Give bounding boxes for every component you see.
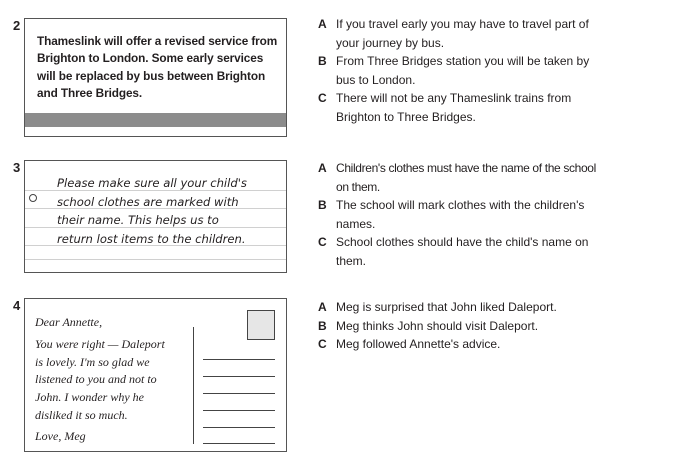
answer-options xyxy=(318,15,603,126)
option-c[interactable]: C School clothes should have the child's name on them. xyxy=(318,235,589,268)
train-notice xyxy=(24,18,287,137)
school-note xyxy=(24,160,287,273)
option-a[interactable]: A Meg is surprised that John liked Daleport. xyxy=(318,300,557,314)
postcard-message: Dear Annette, You were right — Daleport is lovely. I'm so glad we listened to you and not to John. I wonder why he disliked it so much. Love, Meg xyxy=(35,315,165,443)
question-number: 2 xyxy=(13,18,21,33)
postcard-divider xyxy=(193,327,194,444)
option-b[interactable]: B The school will mark clothes with the children's names. xyxy=(318,198,585,231)
notice-text: Thameslink will offer a revised service from Brighton to London. Some early services will be replaced by bus between Brighton and Three Bridges. xyxy=(37,34,278,100)
option-c[interactable]: C There will not be any Thameslink trains from Brighton to Three Bridges. xyxy=(318,91,572,124)
option-b[interactable]: B Meg thinks John should visit Daleport. xyxy=(318,318,539,333)
stamp-box xyxy=(247,310,275,340)
notice-band xyxy=(25,113,286,127)
answer-options xyxy=(318,159,603,270)
address-line xyxy=(203,393,275,394)
option-b[interactable]: B From Three Bridges station you will be taken by bus to London. xyxy=(318,54,590,87)
answer-options xyxy=(318,298,603,354)
address-line xyxy=(203,443,275,444)
question-number: 3 xyxy=(13,160,21,175)
address-line xyxy=(203,427,275,428)
address-line xyxy=(203,410,275,411)
question-number: 4 xyxy=(13,298,21,313)
punch-hole xyxy=(29,194,37,202)
address-line xyxy=(203,376,275,377)
ruled-line xyxy=(25,259,286,260)
option-a[interactable]: A Children's clothes must have the name of the school on them. xyxy=(318,161,596,194)
note-text: Please make sure all your child's school clothes are marked with their name. This helps us to return lost items to the children. xyxy=(57,176,247,246)
address-line xyxy=(203,359,275,360)
postcard xyxy=(24,298,287,452)
option-a[interactable]: A If you travel early you may have to travel part of your journey by bus. xyxy=(318,17,589,50)
option-c[interactable]: C Meg followed Annette's advice. xyxy=(318,337,501,351)
